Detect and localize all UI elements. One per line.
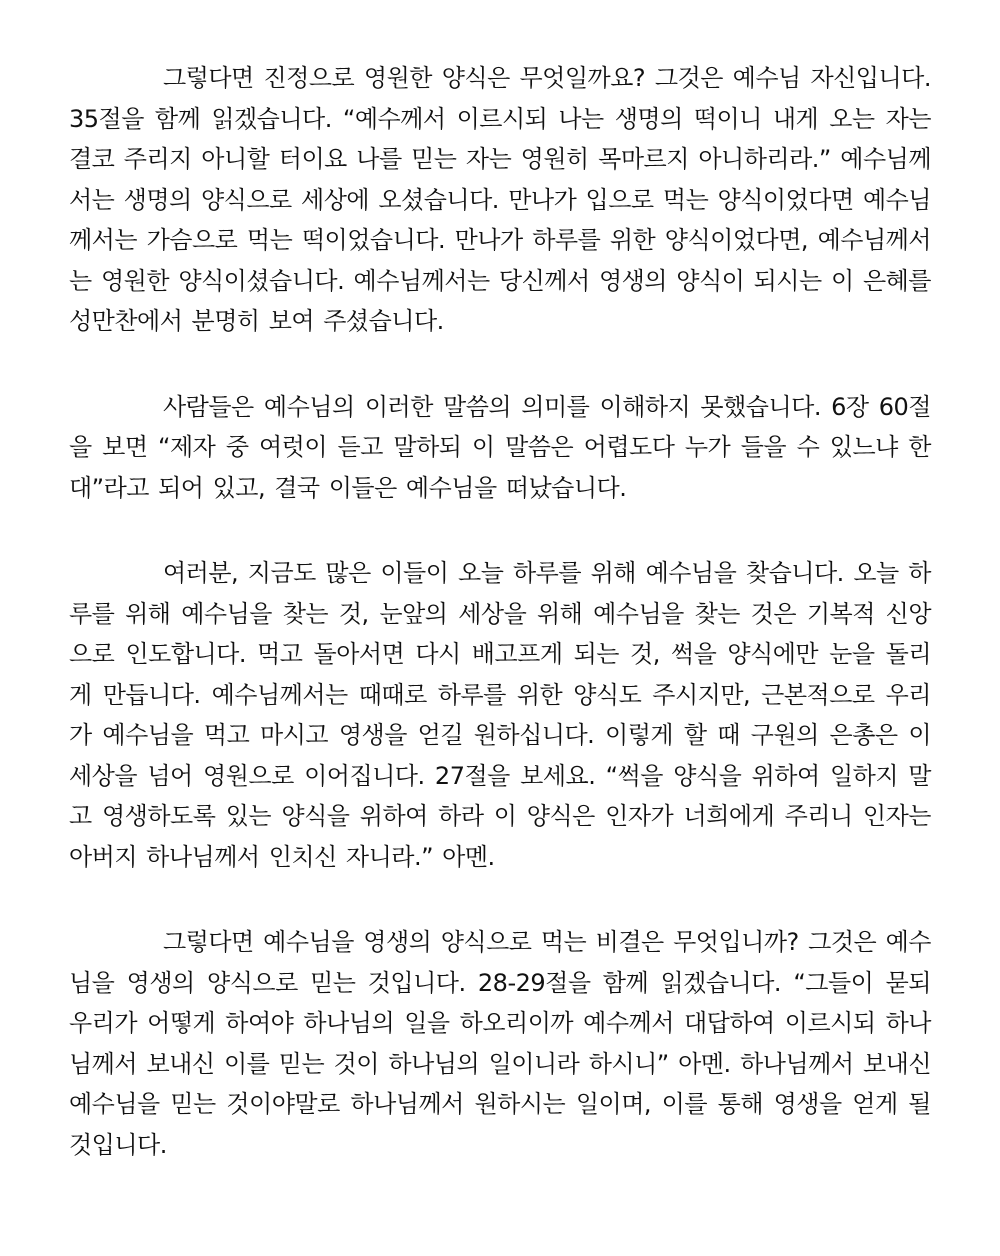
paragraph-eternal-bread: 그렇다면 진정으로 영원한 양식은 무엇일까요? 그것은 예수님 자신입니다. 35절을 함께 읽겠습니다. “예수께서 이르시되 나는 생명의 떡이니 내게 오는 자는 결코 주리지 아니할 터이요 나를 믿는 자는 영원히 목마르지 아니하리라.” 예수님께서는 생명의 양식으로 세상에 오셨습니다. 만나가 입으로 먹는 양식이었다면 예수님께서는 가슴으로 먹는 떡이었습니다. 만나가 하루를 위한 양식이었다면, 예수님께서는 영원한 양식이셨습니다. 예수님께서는 당신께서 영생의 양식이 되시는 이 은혜를 성만찬에서 분명히 보여 주셨습니다. (69, 64, 931, 335)
document-page (69, 58, 931, 1165)
paragraph-believing: 그렇다면 예수님을 영생의 양식으로 먹는 비결은 무엇입니까? 그것은 예수님을 영생의 양식으로 믿는 것입니다. 28-29절을 함께 읽겠습니다. “그들이 묻되 우리가 어떻게 하여야 하나님의 일을 하오리이까 예수께서 대답하여 이르시되 하나님께서 보내신 이를 믿는 것이 하나님의 일이니라 하시니” 아멘. 하나님께서 보내신 예수님을 믿는 것이야말로 하나님께서 원하시는 일이며, 이를 통해 영생을 얻게 될 것입니다. (69, 928, 931, 1159)
paragraph-seeking-jesus: 여러분, 지금도 많은 이들이 오늘 하루를 위해 예수님을 찾습니다. 오늘 하루를 위해 예수님을 찾는 것, 눈앞의 세상을 위해 예수님을 찾는 것은 기복적 신앙으로 인도합니다. 먹고 돌아서면 다시 배고프게 되는 것, 썩을 양식에만 눈을 돌리게 만듭니다. 예수님께서는 때때로 하루를 위한 양식도 주시지만, 근본적으로 우리가 예수님을 먹고 마시고 영생을 얻길 원하십니다. 이렇게 할 때 구원의 은총은 이 세상을 넘어 영원으로 이어집니다. 27절을 보세요. “썩을 양식을 위하여 일하지 말고 영생하도록 있는 양식을 위하여 하라 이 양식은 인자가 너희에게 주리니 인자는 아버지 하나님께서 인치신 자니라.” 아멘. (69, 559, 931, 871)
paragraph-disciples-left: 사람들은 예수님의 이러한 말씀의 의미를 이해하지 못했습니다. 6장 60절을 보면 “제자 중 여럿이 듣고 말하되 이 말씀은 어렵도다 누가 들을 수 있느냐 한대”라고 되어 있고, 결국 이들은 예수님을 떠났습니다. (69, 392, 931, 502)
